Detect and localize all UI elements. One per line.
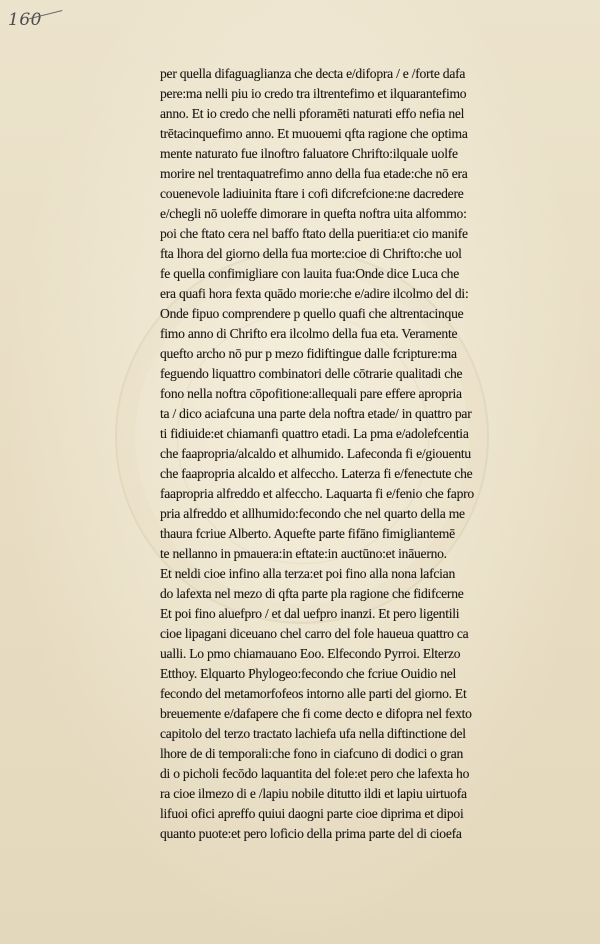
text-line: di o picholi fecōdo laquantita del fole:et pero che lafexta ho xyxy=(160,766,470,781)
text-line: trētacinquefimo anno. Et muouemi qfta ragione che optima xyxy=(160,126,468,141)
text-line: anno. Et io credo che nelli pforamēti naturati effo nefia nel xyxy=(160,106,465,121)
text-line: che faapropria alcaldo et alfeccho. Laterza fi e/fenectute che xyxy=(160,466,473,481)
text-line: Etthoy. Elquarto Phylogeo:fecondo che fcriue Ouidio nel xyxy=(160,666,457,681)
text-line: couenevole ladiuinita ftare i cofi difcrefcione:ne dacredere xyxy=(160,186,464,201)
text-line: cioe lipagani diceuano chel carro del fole haueua quattro ca xyxy=(160,626,469,641)
text-line: mente naturato fue ilnoftro faluatore Chrifto:ilquale uolfe xyxy=(160,146,458,161)
text-line: quanto puote:et pero lofìcio della prima parte del di cioefa xyxy=(160,826,462,841)
text-line: Onde fipuo comprendere p quello quafi che altrentacinque xyxy=(160,306,464,321)
text-line: ualli. Lo pmo chiamauano Eoo. Elfecondo Pyrroi. Elterzo xyxy=(160,646,461,661)
text-line: pere:ma nelli piu io credo tra iltrentefimo et ilquarantefimo xyxy=(160,86,467,101)
text-line: per quella difaguaglianza che decta e/difopra / e /forte dafa xyxy=(160,66,466,81)
text-line: thaura fcriue Alberto. Aquefte parte fifāno fimigliantemē xyxy=(160,526,455,541)
text-line: fimo anno di Chrifto era ilcolmo della fua eta. Veramente xyxy=(160,326,458,341)
text-line: lhore de di temporali:che fono in ciafcuno di dodici o gran xyxy=(160,746,464,761)
text-line: morire nel trentaquatrefimo anno della fua etade:che nō era xyxy=(160,166,468,181)
text-line: fono nella noftra cōpofitione:allequali pare effere apropria xyxy=(160,386,462,401)
text-line: lifuoi ofici apreffo quiui daogni parte cioe diprima et dipoi xyxy=(160,806,464,821)
text-line: Et neldi cioe infino alla terza:et poi fino alla nona lafcian xyxy=(160,566,456,581)
text-line: e/chegli nō uoleffe dimorare in quefta noftra uita alfommo: xyxy=(160,206,467,221)
text-line: pria alfreddo et allhumido:fecondo che nel quarto della me xyxy=(160,506,465,521)
text-line: capitolo del terzo tractato lachiefa ufa nella diftinctione del xyxy=(160,726,466,741)
text-line: era quafi hora fexta quādo morie:che e/adire ilcolmo del di: xyxy=(160,286,469,301)
text-line: fta lhora del giorno della fua morte:cioe di Chrifto:che uol xyxy=(160,246,462,261)
text-block xyxy=(160,64,556,844)
text-line: Et poi fino aluefpro / et dal uefpro inanzi. Et pero ligentili xyxy=(160,606,460,621)
folio-number: 160 xyxy=(8,10,42,30)
text-line: quefto archo nō pur p mezo fidiftingue dalle fcripture:ma xyxy=(160,346,457,361)
text-line: breuemente e/dafapere che fi come decto e difopra nel fexto xyxy=(160,706,472,721)
text-line: ta / dico aciafcuna una parte dela noftra etade/ in quattro par xyxy=(160,406,472,421)
text-line: ti fidiuide:et chiamanfi quattro etadi. La pma e/adolefcentia xyxy=(160,426,469,441)
text-line: feguendo liquattro combinatori delle cōtrarie qualitadi che xyxy=(160,366,463,381)
text-line: poi che ftato cera nel baffo ftato della pueritia:et cio manife xyxy=(160,226,468,241)
text-line: te nellanno in pmauera:in eftate:in auctūno:et ināuerno. xyxy=(160,546,447,561)
text-line: do lafexta nel mezo di qfta parte pla ragione che fidifcerne xyxy=(160,586,464,601)
text-line: che faapropria/alcaldo et alhumido. Lafeconda fi e/giouentu xyxy=(160,446,471,461)
text-line: fecondo del metamorfofeos intorno alle parti del giorno. Et xyxy=(160,686,467,701)
text-line: fe quella confimigliare con lauita fua:Onde dice Luca che xyxy=(160,266,460,281)
text-line: ra cioe ilmezo di e /lapiu nobile ditutto ildi et lapiu uirtuofa xyxy=(160,786,467,801)
text-line: faapropria alfreddo et alfeccho. Laquarta fi e/fenio che fapro xyxy=(160,486,474,501)
